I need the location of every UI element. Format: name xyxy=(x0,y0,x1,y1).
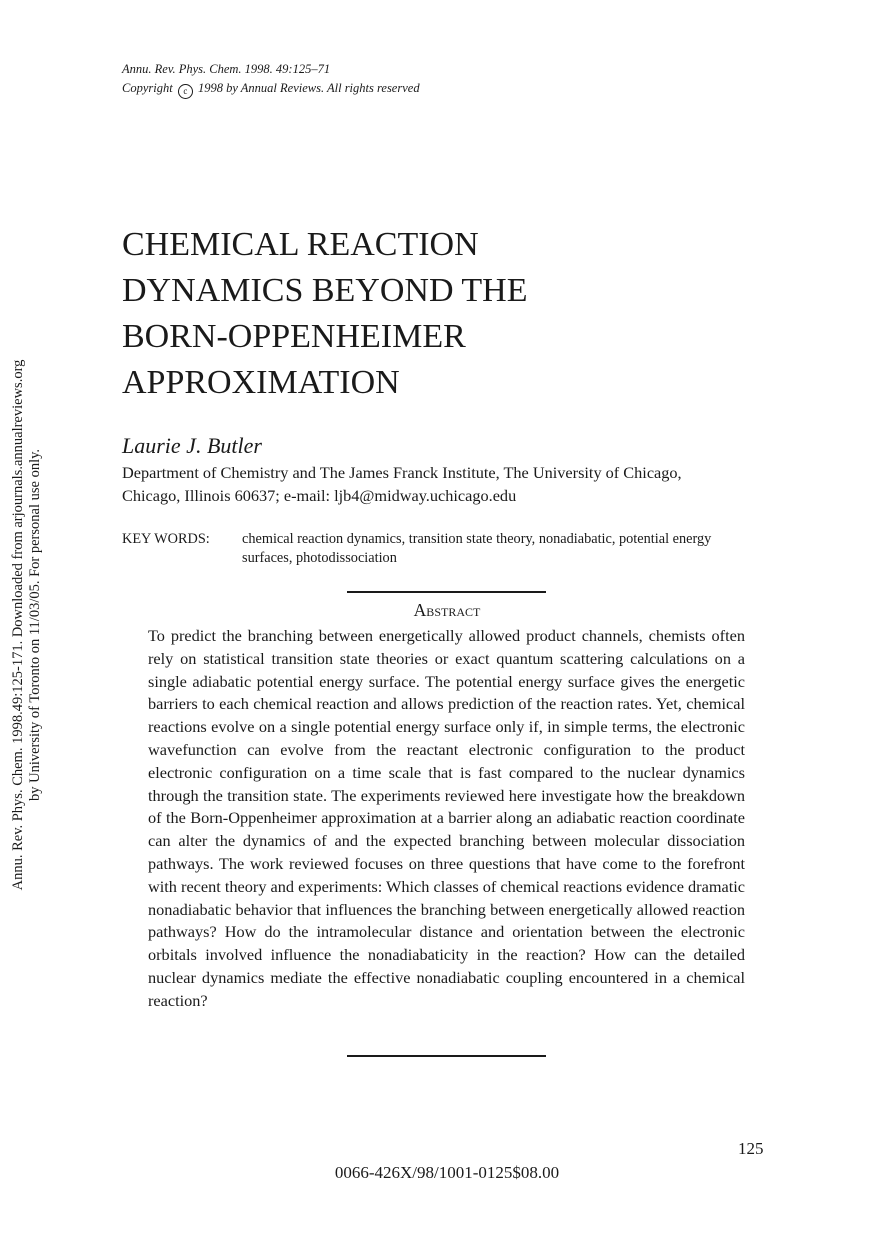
keywords-label: KEY WORDS: xyxy=(122,531,210,547)
copyright-icon: c xyxy=(178,84,193,99)
journal-citation: Annu. Rev. Phys. Chem. 1998. 49:125–71 xyxy=(122,62,331,76)
copyright-prefix: Copyright xyxy=(122,81,173,95)
article-title-line-4: APPROXIMATION xyxy=(122,364,400,401)
affiliation-line-1: Department of Chemistry and The James Franck Institute, The University of Chicago, xyxy=(122,463,682,482)
copyright-line xyxy=(122,79,420,99)
copyright-suffix: 1998 by Annual Reviews. All rights reserved xyxy=(197,81,420,95)
download-notice xyxy=(0,320,54,930)
author-affiliation xyxy=(122,461,782,507)
abstract-bottom-rule xyxy=(347,1055,546,1057)
download-notice-line-2: by University of Toronto on 11/03/05. For personal use only. xyxy=(27,448,43,802)
download-notice-line-1: Annu. Rev. Phys. Chem. 1998.49:125-171. Downloaded from arjournals.annualreviews.org xyxy=(10,359,26,891)
abstract-body: To predict the branching between energetically allowed product channels, chemists often rely on statistical transition state theories or exact quantum scattering calculations on a single adiabatic potential energy surface. The potential energy surface gives the energetic barriers to each chemical reaction and allows prediction of the reaction rates. Yet, chemical reactions evolve on a single potential energy surface only if, in simple terms, the electronic wavefunction can evolve from the reactant electronic configuration to the product electronic configuration on a time scale that is fast compared to the nuclear dynamics through the transition state. The experiments reviewed here investigate how the breakdown of the Born-Oppenheimer approximation at a barrier along an adiabatic reaction coordinate can alter the dynamics of and the expected branching between molecular dissociation pathways. The work reviewed focuses on three questions that have come to the forefront with recent theory and experiments: Which classes of chemical reactions evidence dramatic nonadiabatic behavior that influences the branching between energetically allowed reaction pathways? How do the intramolecular distance and orientation between the electronic orbitals involved influence the nonadiabaticity in the reaction? How can the detailed nuclear dynamics mediate the effective nonadiabatic coupling encountered in a chemical reaction? xyxy=(148,626,745,1010)
abstract-top-rule xyxy=(347,591,546,593)
article-title-line-1: CHEMICAL REACTION xyxy=(122,226,479,263)
affiliation-line-2: Chicago, Illinois 60637; e-mail: ljb4@midway.uchicago.edu xyxy=(122,486,517,505)
keywords-block xyxy=(122,530,762,568)
author-name: Laurie J. Butler xyxy=(122,433,262,458)
article-title-line-2: DYNAMICS BEYOND THE xyxy=(122,272,528,309)
page-number: 125 xyxy=(738,1139,764,1158)
article-title-line-3: BORN-OPPENHEIMER xyxy=(122,318,466,355)
keywords-text: chemical reaction dynamics, transition state theory, nonadiabatic, potential energy surfaces, photodissociation xyxy=(242,531,712,566)
download-notice-text xyxy=(10,320,44,930)
abstract-heading: Abstract xyxy=(413,600,481,620)
journal-header xyxy=(122,60,420,99)
footer-code: 0066-426X/98/1001-0125$08.00 xyxy=(334,1163,560,1182)
article-title xyxy=(122,222,772,406)
